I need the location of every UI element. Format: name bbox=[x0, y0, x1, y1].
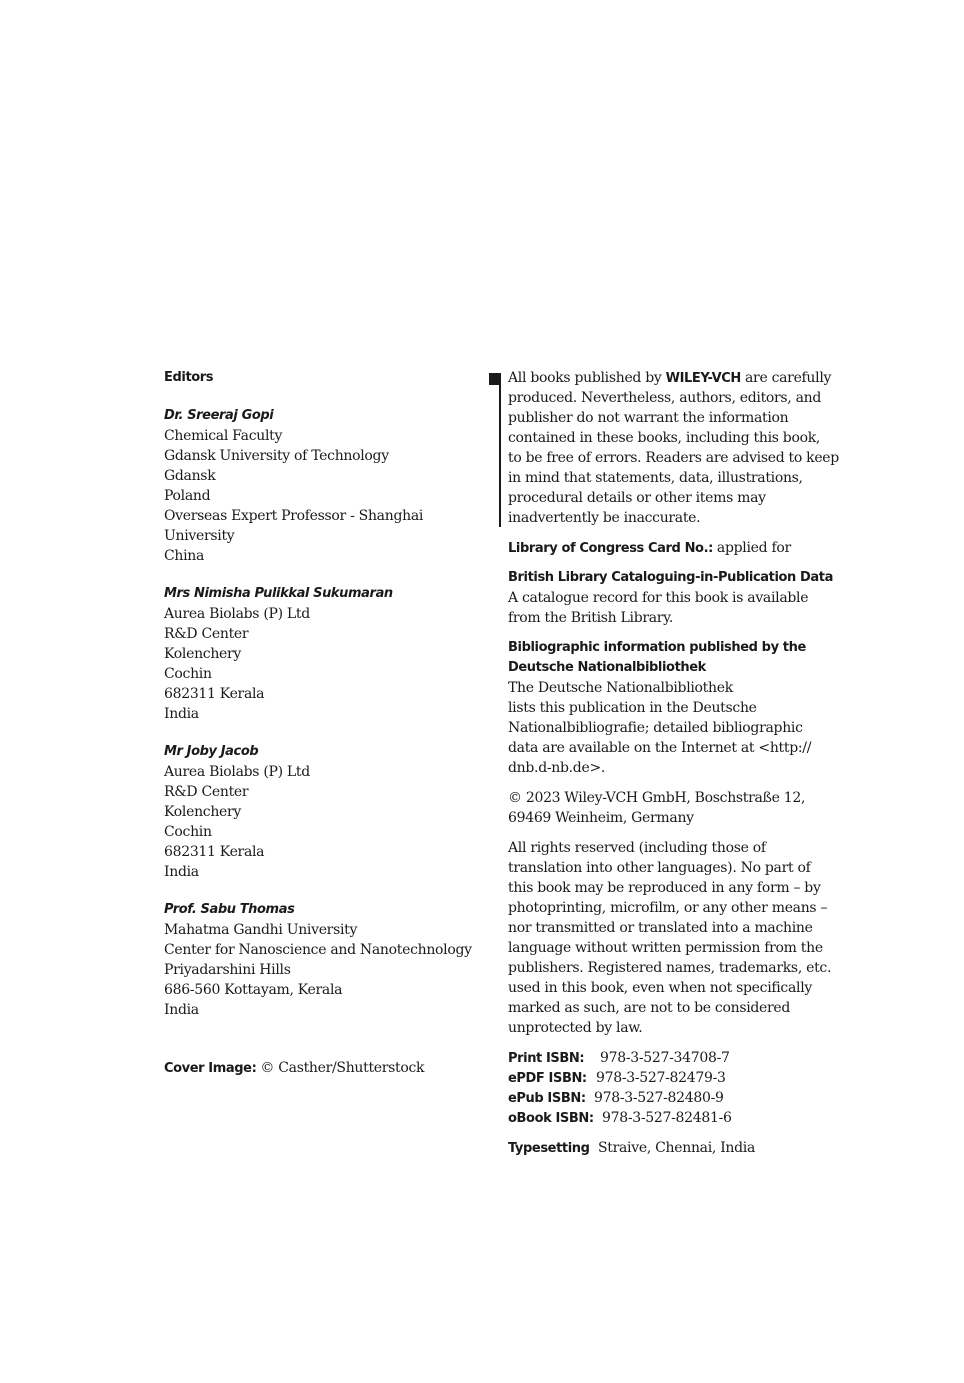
dnb-line: Nationalbibliografie; detailed bibliographic bbox=[508, 720, 803, 736]
editor-affiliation-line: Aurea Biolabs (P) Ltd bbox=[164, 764, 310, 780]
notice-line: to be free of errors. Readers are advised to keep bbox=[508, 450, 839, 466]
editor-affiliation-line: 686-560 Kottayam, Kerala bbox=[164, 982, 343, 998]
isbn-label: Print ISBN: bbox=[508, 1051, 585, 1066]
editor-affiliation-line: India bbox=[164, 864, 199, 880]
isbn-value: 978-3-527-82479-3 bbox=[596, 1070, 726, 1086]
notice-text: are carefully bbox=[740, 370, 832, 386]
rights-line: translation into other languages). No part of bbox=[508, 860, 811, 876]
loc-value: applied for bbox=[716, 540, 791, 556]
isbn-value: 978-3-527-82480-9 bbox=[594, 1090, 724, 1106]
editor-name: Mrs Nimisha Pulikkal Sukumaran bbox=[164, 586, 393, 601]
editor-affiliation-line: R&D Center bbox=[164, 626, 249, 642]
editor-affiliation-line: India bbox=[164, 1002, 199, 1018]
notice-text: All books published by bbox=[508, 370, 666, 386]
editor-affiliation-line: Gdansk bbox=[164, 468, 216, 484]
notice-line: contained in these books, including this book, bbox=[508, 430, 821, 446]
rights-line: All rights reserved (including those of bbox=[508, 840, 766, 856]
typesetting-value: Straive, Chennai, India bbox=[598, 1140, 756, 1156]
editors-heading: Editors bbox=[164, 370, 214, 385]
editors-column bbox=[164, 368, 484, 1078]
editor-affiliation-line: Kolenchery bbox=[164, 646, 242, 662]
editor-affiliation-line: 682311 Kerala bbox=[164, 844, 265, 860]
rights-line: used in this book, even when not specifically bbox=[508, 980, 812, 996]
rights-line: marked as such, are not to be considered bbox=[508, 1000, 791, 1016]
cover-image-value: © Casther/Shutterstock bbox=[260, 1060, 425, 1076]
editor-affiliation-line: Priyadarshini Hills bbox=[164, 962, 291, 978]
rights-line: publishers. Registered names, trademarks, etc. bbox=[508, 960, 832, 976]
editor-affiliation-line: Chemical Faculty bbox=[164, 428, 283, 444]
notice-line: produced. Nevertheless, authors, editors, and bbox=[508, 390, 822, 406]
typesetting-credit bbox=[508, 1138, 838, 1158]
editor-affiliation-line: Mahatma Gandhi University bbox=[164, 922, 358, 938]
editor-entry bbox=[164, 406, 484, 566]
british-library-line: from the British Library. bbox=[508, 610, 674, 626]
disclaimer-notice bbox=[508, 368, 838, 528]
copyright-line: 69469 Weinheim, Germany bbox=[508, 810, 694, 826]
isbn-label: ePDF ISBN: bbox=[508, 1071, 587, 1086]
british-library-line: A catalogue record for this book is available bbox=[508, 590, 809, 606]
editor-affiliation-line: Overseas Expert Professor - Shanghai bbox=[164, 508, 424, 524]
editor-affiliation-line: China bbox=[164, 548, 205, 564]
editor-affiliation-line: R&D Center bbox=[164, 784, 249, 800]
isbn-row bbox=[508, 1108, 838, 1128]
editor-entry bbox=[164, 900, 484, 1020]
notice-line: in mind that statements, data, illustrations, bbox=[508, 470, 803, 486]
rights-line: language without written permission from the bbox=[508, 940, 823, 956]
rights-line: nor transmitted or translated into a machine bbox=[508, 920, 813, 936]
dnb-line: dnb.d-nb.de>. bbox=[508, 760, 606, 776]
rights-line: unprotected by law. bbox=[508, 1020, 643, 1036]
editor-entry bbox=[164, 584, 484, 724]
editor-affiliation-line: India bbox=[164, 706, 199, 722]
dnb-line: The Deutsche Nationalbibliothek bbox=[508, 680, 733, 696]
dnb-heading: Deutsche Nationalbibliothek bbox=[508, 660, 706, 675]
isbn-list bbox=[508, 1048, 838, 1128]
editor-affiliation-line: Center for Nanoscience and Nanotechnology bbox=[164, 942, 472, 958]
editor-affiliation-line: Cochin bbox=[164, 824, 212, 840]
isbn-row bbox=[508, 1048, 838, 1068]
dnb-line: lists this publication in the Deutsche bbox=[508, 700, 757, 716]
loc-card-number bbox=[508, 538, 838, 558]
typesetting-label: Typesetting bbox=[508, 1141, 590, 1156]
dnb-line: data are available on the Internet at <http:// bbox=[508, 740, 812, 756]
notice-line: procedural details or other items may bbox=[508, 490, 766, 506]
isbn-label: ePub ISBN: bbox=[508, 1091, 586, 1106]
rights-line: this book may be reproduced in any form – by bbox=[508, 880, 821, 896]
isbn-label: oBook ISBN: bbox=[508, 1111, 594, 1126]
publisher-brand: WILEY-VCH bbox=[665, 371, 741, 386]
isbn-row bbox=[508, 1088, 838, 1108]
editor-affiliation-line: Poland bbox=[164, 488, 211, 504]
editor-name: Prof. Sabu Thomas bbox=[164, 902, 295, 917]
editor-entry bbox=[164, 742, 484, 882]
copyright-line: © 2023 Wiley-VCH GmbH, Boschstraße 12, bbox=[508, 790, 806, 806]
publication-info-column bbox=[508, 368, 838, 1158]
editor-name: Mr Joby Jacob bbox=[164, 744, 259, 759]
editor-affiliation-line: University bbox=[164, 528, 235, 544]
editor-affiliation-line: Aurea Biolabs (P) Ltd bbox=[164, 606, 310, 622]
isbn-value: 978-3-527-82481-6 bbox=[602, 1110, 732, 1126]
editor-name: Dr. Sreeraj Gopi bbox=[164, 408, 274, 423]
rights-line: photoprinting, microfilm, or any other means – bbox=[508, 900, 828, 916]
editor-affiliation-line: Cochin bbox=[164, 666, 212, 682]
isbn-row bbox=[508, 1068, 838, 1088]
dnb-heading: Bibliographic information published by the bbox=[508, 640, 806, 655]
british-library-heading: British Library Cataloguing-in-Publication Data bbox=[508, 570, 833, 585]
loc-label: Library of Congress Card No.: bbox=[508, 541, 713, 556]
cover-image-label: Cover Image: bbox=[164, 1061, 257, 1076]
cover-image-credit bbox=[164, 1058, 484, 1078]
notice-first-line bbox=[508, 368, 838, 388]
editor-affiliation-line: Kolenchery bbox=[164, 804, 242, 820]
notice-line: inadvertently be inaccurate. bbox=[508, 510, 701, 526]
isbn-value: 978-3-527-34708-7 bbox=[600, 1050, 730, 1066]
editor-affiliation-line: 682311 Kerala bbox=[164, 686, 265, 702]
editor-affiliation-line: Gdansk University of Technology bbox=[164, 448, 389, 464]
notice-line: publisher do not warrant the information bbox=[508, 410, 789, 426]
notice-vertical-rule bbox=[499, 373, 501, 527]
